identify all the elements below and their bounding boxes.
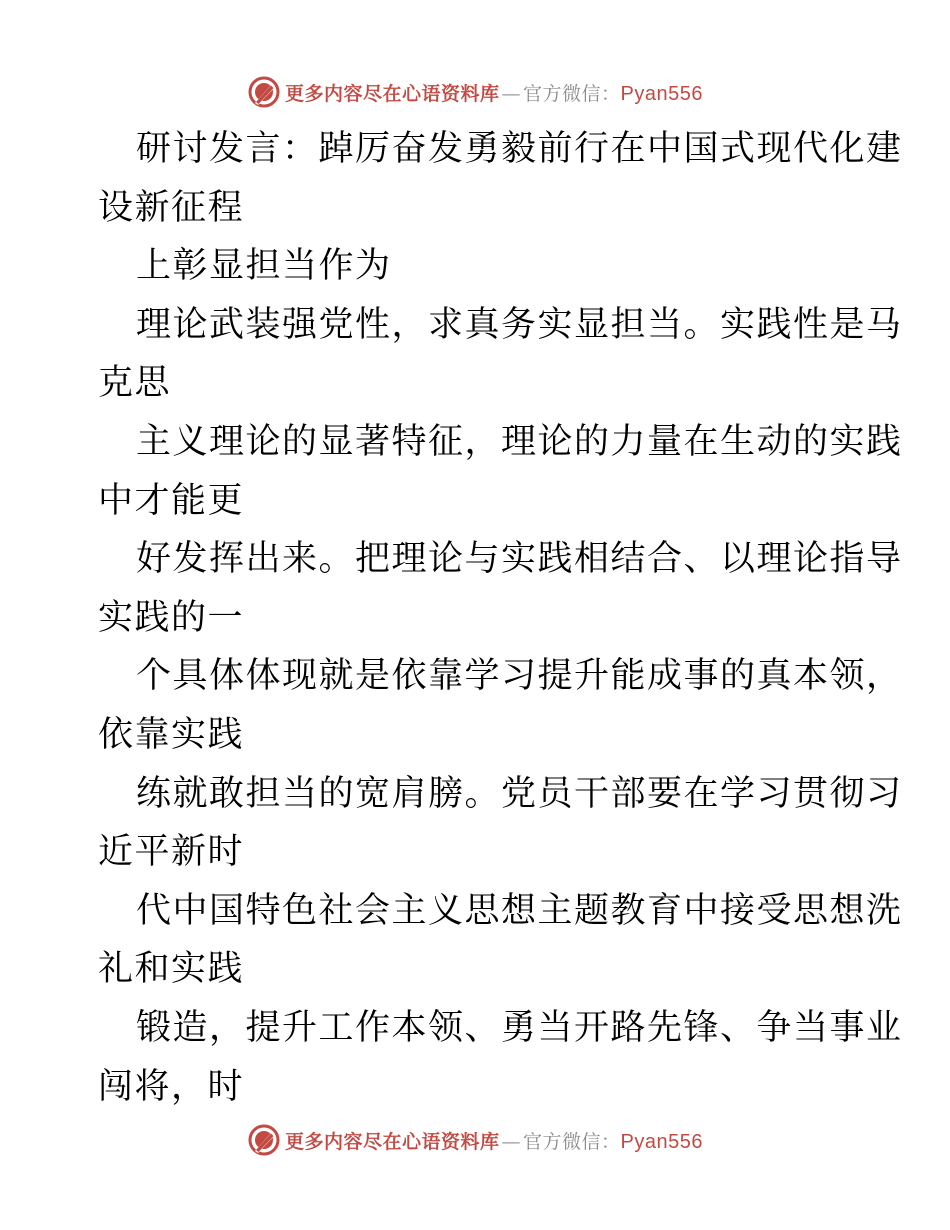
header-official-label: 官方微信：: [523, 82, 621, 105]
footer-banner: [0, 1120, 950, 1160]
body-line: 研讨发言：踔厉奋发勇毅前行在中国式现代化建: [136, 129, 903, 169]
body-line: 个具体体现就是依靠学习提升能成事的真本领，: [136, 656, 903, 697]
body-line: 设新征程: [98, 187, 245, 228]
footer-official-label: 官方微信：: [523, 1130, 621, 1153]
body-line: 中才能更: [98, 480, 245, 521]
header-banner: [0, 72, 950, 112]
body-line: 礼和实践: [98, 949, 245, 990]
footer-wechat-id: Pyan556: [620, 1130, 703, 1153]
body-line: 代中国特色社会主义思想主题教育中接受思想洗: [136, 890, 903, 931]
body-line: 闯将，时: [98, 1066, 245, 1107]
footer-dash: —: [501, 1130, 522, 1153]
pen-logo-icon: [247, 1123, 281, 1157]
body-line: 主义理论的显著特征，理论的力量在生动的实践: [136, 421, 903, 462]
header-wechat-id: Pyan556: [620, 82, 703, 105]
body-line: 依靠实践: [98, 714, 245, 755]
body-line: 上彰显担当作为: [136, 246, 392, 287]
document-body: [98, 120, 903, 1116]
body-line: 实践的一: [98, 597, 245, 638]
body-line: 练就敢担当的宽肩膀。党员干部要在学习贯彻习: [136, 773, 903, 814]
body-line: 近平新时: [98, 832, 245, 873]
body-line: 锻造，提升工作本领、勇当开路先锋、争当事业: [136, 1007, 903, 1048]
header-site-name: 更多内容尽在心语资料库: [285, 82, 500, 105]
body-line: 好发挥出来。把理论与实践相结合、以理论指导: [136, 539, 903, 580]
header-dash: —: [501, 82, 522, 105]
pen-logo-icon: [247, 75, 281, 109]
footer-site-name: 更多内容尽在心语资料库: [285, 1130, 500, 1153]
body-line: 理论武装强党性，求真务实显担当。实践性是马: [136, 304, 903, 345]
body-line: 克思: [98, 363, 172, 404]
